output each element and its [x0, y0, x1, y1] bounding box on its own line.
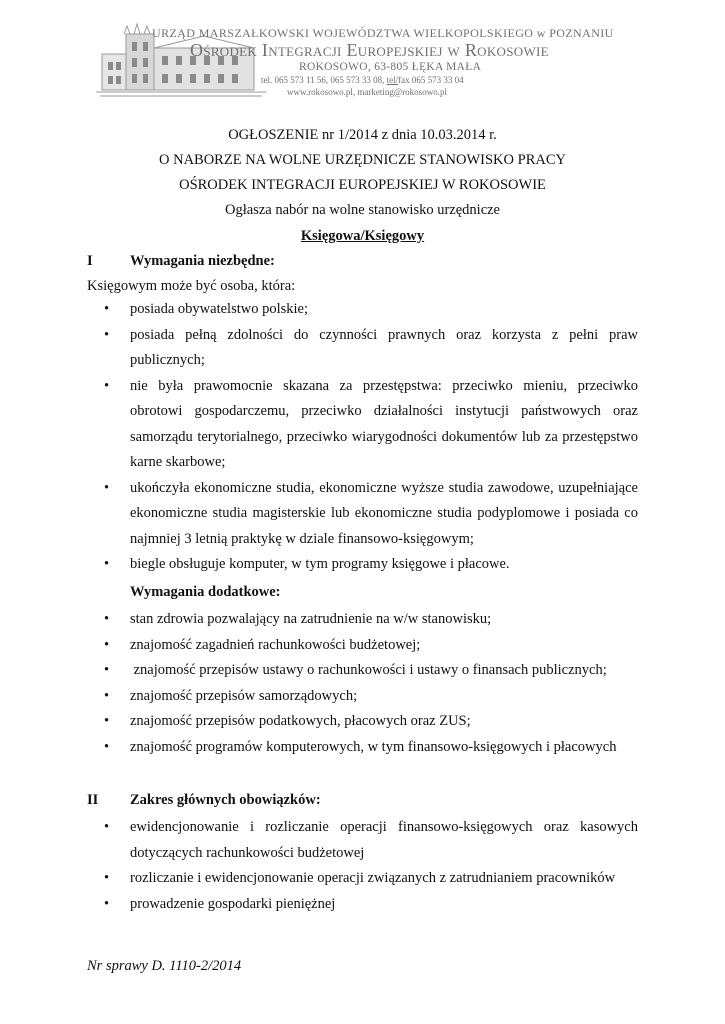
list-item-text: znajomość przepisów ustawy o rachunkowości i ustawy o finansach publicznych;: [130, 662, 607, 678]
list-item: [104, 633, 638, 659]
bullet-icon: •: [104, 819, 110, 835]
letterhead-web-email: www.rokosowo.pl, marketing@rokosowo.pl: [287, 87, 447, 97]
list-item: [104, 892, 638, 918]
list-item-text: znajomość zagadnień rachunkowości budżetowej;: [130, 636, 421, 653]
bullet-icon: •: [104, 479, 110, 496]
letterhead-institution: Ośrodek Integracji Europejskiej w Rokosowie: [190, 40, 549, 60]
list-item-text: biegle obsługuje komputer, w tym programy księgowe i płacowe.: [130, 556, 510, 572]
section-2-number: II: [87, 792, 99, 808]
list-item: [104, 297, 638, 323]
list-item: [104, 607, 638, 633]
list-item: [104, 815, 638, 866]
list-item: [104, 658, 638, 684]
bullet-icon: •: [104, 636, 110, 653]
list-item-text: rozliczanie i ewidencjonowanie operacji związanych z zatrudnianiem pracowników: [130, 870, 616, 886]
case-number-footer: Nr sprawy D. 1110-2/2014: [87, 958, 242, 974]
section-2-title: Zakres głównych obowiązków:: [130, 792, 321, 808]
list-item-text: znajomość przepisów podatkowych, płacowych oraz ZUS;: [130, 713, 471, 729]
bullet-icon: •: [104, 326, 110, 343]
section-1-heading: [87, 253, 275, 270]
announcement-number: OGŁOSZENIE nr 1/2014 z dnia 10.03.2014 r.: [228, 127, 497, 143]
list-item-text: stan zdrowia pozwalający na zatrudnienie na w/w stanowisku;: [130, 611, 492, 627]
list-item-text: znajomość przepisów samorządowych;: [130, 687, 358, 704]
letterhead-authority: URZĄD MARSZAŁKOWSKI WOJEWÓDZTWA WIELKOPOLSKIEGO w POZNANIU: [152, 26, 614, 40]
list-item-text: ukończyła ekonomiczne studia, ekonomiczne wyższe studia zawodowe, uzupełniające ekonomiczne studia magisterskie lub ekonomiczne studia podyplomowe i posiada co najmniej 3 letnią praktykę w dziale finansowo-księgowym;: [130, 479, 638, 547]
bullet-icon: •: [104, 611, 110, 627]
letterhead-fax-number: fax 065 573 33 04: [398, 75, 464, 85]
letterhead-address: ROKOSOWO, 63-805 ŁĘKA MAŁA: [299, 61, 482, 73]
bullet-icon: •: [104, 738, 110, 755]
list-item-text: znajomość programów komputerowych, w tym finansowo-księgowych i płacowych: [130, 738, 617, 755]
section-1-intro: Księgowym może być osoba, która:: [87, 278, 296, 294]
position-title: Księgowa/Księgowy: [300, 228, 425, 244]
letterhead-phone-numbers: tel. 065 573 11 56, 065 573 33 08,: [261, 75, 387, 85]
list-item: [104, 684, 638, 710]
additional-requirements-list: [104, 607, 638, 760]
list-item-text: posiada pełną zdolności do czynności prawnych oraz korzysta z pełni praw publicznych;: [130, 326, 638, 368]
bullet-icon: •: [104, 377, 110, 394]
list-item: [104, 552, 638, 578]
section-1-title: Wymagania niezbędne:: [130, 253, 275, 269]
duties-list: [104, 815, 638, 917]
list-item-text: nie była prawomocnie skazana za przestępstwa: przeciwko mieniu, przeciwko obrotowi gospodarczemu, przeciwko działalności instytucji państwowych oraz samorządu terytorialnego, przeciwko wiarygodności dokumentów lub za przestępstwo karne skarbowe;: [130, 377, 638, 470]
section-2-heading: [87, 792, 321, 809]
list-item: [104, 323, 638, 374]
list-item-text: ewidencjonowanie i rozliczanie operacji finansowo-księgowych oraz kasowych dotyczących rachunkowości budżetowej: [130, 819, 638, 861]
list-item: [104, 709, 638, 735]
list-item: [104, 374, 638, 476]
bullet-icon: •: [104, 713, 110, 729]
letterhead: [0, 0, 725, 100]
bullet-icon: •: [104, 895, 110, 912]
announcement-institution: OŚRODEK INTEGRACJI EUROPEJSKIEJ W ROKOSOWIE: [179, 177, 546, 193]
announcement-subject: O NABORZE NA WOLNE URZĘDNICZE STANOWISKO PRACY: [159, 152, 566, 168]
bullet-icon: •: [104, 556, 110, 572]
letterhead-telfax-label: tel/: [386, 75, 399, 85]
bullet-icon: •: [104, 870, 110, 886]
bullet-icon: •: [104, 301, 110, 317]
list-item: [104, 866, 638, 892]
letterhead-phone: [261, 75, 464, 85]
list-item-text: prowadzenie gospodarki pieniężnej: [130, 895, 336, 912]
required-qualifications-list: [104, 297, 638, 578]
bullet-icon: •: [104, 687, 110, 704]
bullet-icon: •: [104, 662, 110, 678]
additional-requirements-heading: Wymagania dodatkowe:: [130, 584, 281, 600]
list-item: [104, 476, 638, 553]
list-item-text: posiada obywatelstwo polskie;: [130, 301, 309, 317]
list-item: [104, 735, 638, 761]
section-1-number: I: [87, 253, 93, 269]
announcement-intro: Ogłasza nabór na wolne stanowisko urzędnicze: [225, 202, 500, 218]
